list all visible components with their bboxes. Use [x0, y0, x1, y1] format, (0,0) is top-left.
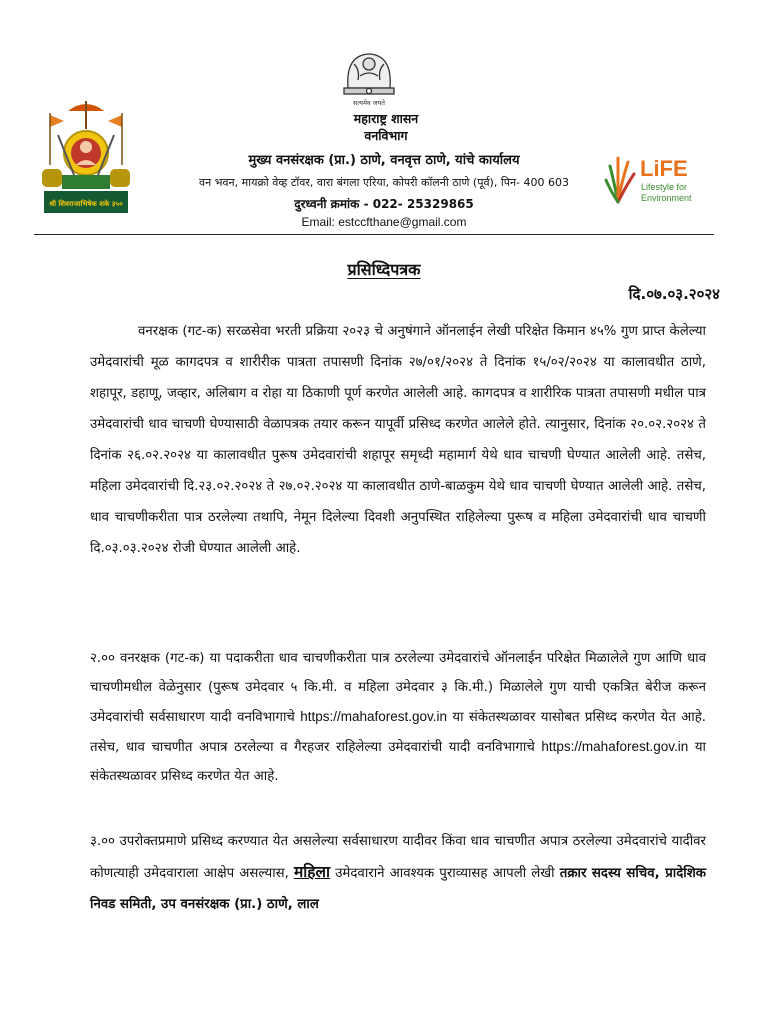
emblem-motto: सत्यमेव जयते	[353, 99, 385, 107]
government-name: महाराष्ट्र शासन	[353, 111, 419, 126]
paragraph-3-complaint-authority: तक्रार सदस्य सचिव, प्रादेशिक निवड समिती, उप वनसंरक्षक (प्रा.) ठाणे, लाल	[90, 866, 706, 912]
email-line	[0, 215, 768, 229]
paragraph-3-part-a: ३.०० उपरोक्तप्रमाणे प्रसिध्द करण्यात येत असलेल्या सर्वसाधारण यादीवर किंवा धाव चाचणीत अपात्र ठरलेल्या उमेदवारांचे यादीवर कोणत्याही उमेदवाराला आक्षेप असल्यास,	[90, 834, 706, 881]
paragraph-2-part-b: या संकेतस्थळावर यासोबत प्रसिध्द करणेत येत आहे. तसेच, धाव चाचणीत अपात्र ठरलेल्या व गैरहजर राहिलेल्या उमेदवारांची यादी वनविभागाचे	[90, 710, 706, 755]
life-logo-text: LiFE	[640, 156, 688, 181]
email-label: Email:	[301, 215, 335, 229]
paragraph-3-part-b: उमेदवाराने आवश्यक पुराव्यासह आपली लेखी	[335, 866, 555, 881]
life-logo-sub1: Lifestyle for	[641, 182, 688, 192]
email-address[interactable]: estccfthane@gmail.com	[338, 215, 467, 229]
document-date: दि.०७.०३.२०२४	[628, 285, 720, 303]
mahaforest-link-2[interactable]: https://mahaforest.gov.in	[541, 739, 689, 754]
paragraph-1: वनरक्षक (गट-क) सरळसेवा भरती प्रक्रिया २०२३ चे अनुषंगाने ऑनलाईन लेखी परिक्षेत किमान ४५% गुण प्राप्त केलेल्या उमेदवारांची मूळ कागदपत्र व शारीरीक पात्रता तपासणी दिनांक २७/०१/२०२४ ते दिनांक १५/०२/२०२४ या कालावधीत ठाणे, शहापूर, डहाणू, जव्हार, अलिबाग व रोहा या ठिकाणी पूर्ण करणेत आलेली आहे. कागदपत्र व शारीरिक पात्रता तपासणी मधील पात्र उमेदवारांची धाव चाचणी घेण्यासाठी वेळापत्रक तयार करून यापूर्वी प्रसिध्द करणेत आलेले होते. त्यानुसार, दिनांक २०.०२.२०२४ ते दिनांक २६.०२.२०२४ या कालावधीत पुरूष उमेदवारांची शहापूर समृध्दी महामार्ग येथे धाव चाचणी घेण्यात आलेली आहे. तसेच, महिला उमेदवारांची दि.२३.०२.२०२४ ते २७.०२.२०२४ या कालावधीत ठाणे-बाळकुम येथे धाव चाचणी घेण्यात आलेली आहे. तसेच, धाव चाचणीकरीता पात्र ठरलेल्या तथापि, नेमून दिलेल्या दिवशी अनुपस्थित राहिलेल्या पुरूष व महिला उमेदवारांची धाव चाचणी दि.०३.०३.२०२४ रोजी घेण्यात आलेली आहे.	[90, 324, 706, 556]
paragraph-2-part-c: या संकेतस्थळावर प्रसिध्द करणेत येत आहे.	[90, 740, 706, 784]
department-name: वनविभाग	[364, 128, 408, 143]
document-title: प्रसिध्दिपत्रक	[347, 260, 421, 279]
mahaforest-link-1[interactable]: https://mahaforest.gov.in	[300, 709, 448, 724]
paragraph-3-women-emphasis: महिला	[293, 863, 331, 881]
life-logo-sub2: Environment	[641, 193, 692, 203]
paragraph-3	[90, 826, 706, 920]
office-address: वन भवन, मायक्रो वेव्ह टॉवर, वारा बंगला एरिया, कोपरी कॉलनी ठाणे (पूर्व), पिन- 400 603	[198, 176, 570, 189]
paragraph-2-part-a: २.०० वनरक्षक (गट-क) या पदाकरीता धाव चाचणीकरीता पात्र ठरलेल्या उमेदवारांचे ऑनलाईन परिक्षेत मिळालेले गुण आणि धाव चाचणीमधील वेळेनुसार (पुरूष उमेदवार ५ कि.मी. व महिला उमेदवार ३ कि.मी.) मिळालेले गुण याची एकत्रित बेरीज करून उमेदवारांची सर्वसाधारण यादी वनविभागाचे	[90, 651, 706, 725]
left-emblem-caption: श्री शिवराजाभिषेक शके ३५०	[49, 200, 123, 208]
life-logo-icon	[604, 146, 698, 208]
national-emblem-icon	[330, 50, 408, 108]
phone-number: - 022- 25329865	[363, 197, 474, 211]
paragraph-2	[90, 644, 706, 791]
letterhead-divider	[34, 234, 714, 235]
phone-label: दुरध्वनी क्रमांक	[294, 197, 360, 211]
office-name: मुख्य वनसंरक्षक (प्रा.) ठाणे, वनवृत्त ठाणे, यांचे कार्यालय	[248, 153, 520, 168]
